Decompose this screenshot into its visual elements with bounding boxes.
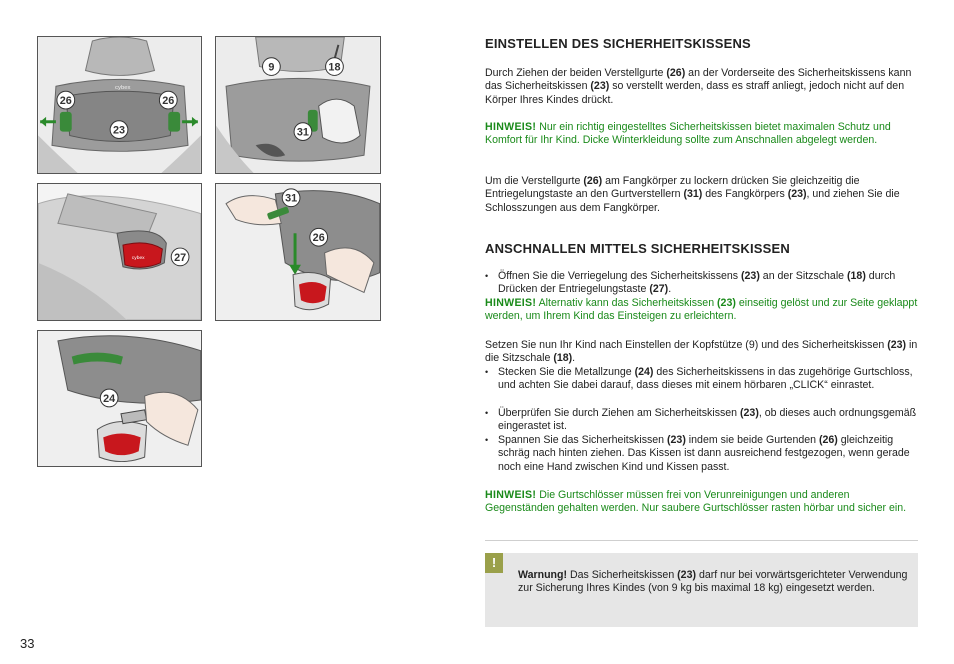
bullet-check-engaged [485, 407, 918, 434]
figure-belt-adjuster [215, 183, 381, 321]
figure-5-label-24: 24 [103, 392, 116, 405]
svg-text:cybex: cybex [115, 85, 131, 92]
bullet-tighten-shield [485, 434, 918, 474]
ref-18: (18) [847, 270, 866, 282]
ref-23: (23) [590, 80, 610, 93]
warning-text [518, 569, 910, 596]
text-run: des Sicherheitskissens in das zugehörige Gurtschloss, und achten Sie dabei darauf, dass dieses mit einem hörbaren „CLICK“ einrastet. [498, 366, 913, 392]
text-run: Überprüfen Sie durch Ziehen am Sicherheitskissen [498, 407, 741, 419]
note-text: einseitig gelöst und zur Seite geklappt werden, um Ihrem Kind das Einsteigen zu erleichtern. [485, 297, 918, 323]
text-run: an der Sitzschale [759, 270, 848, 282]
text-run: . [572, 352, 576, 365]
ref-18: (18) [553, 352, 573, 365]
text-run: Setzen Sie nun Ihr Kind nach Einstellen der Kopfstütze (9) und des Sicherheitskissen [485, 339, 888, 351]
note-fold-aside [485, 297, 918, 324]
text-run: Spannen Sie das Sicherheitskissen [498, 434, 668, 446]
figure-1-label-26-right: 26 [162, 95, 175, 108]
divider [485, 540, 918, 541]
ref-23: (23) [717, 297, 736, 309]
figure-metal-tongue [37, 330, 202, 467]
text-run: in die Sitzschale [485, 339, 918, 365]
text-run: Um die Verstellgurte [485, 175, 584, 187]
paragraph-adjust-shield [485, 67, 918, 107]
text-run: Durch Ziehen der beiden Verstellgurte [485, 67, 667, 79]
ref-23: (23) [887, 339, 907, 351]
bullet-insert-tongue [485, 366, 918, 393]
belt-adjuster-illustration [216, 184, 380, 320]
text-run: durch Drücken der Entriegelungstaste [498, 270, 896, 296]
ref-23: (23) [741, 270, 760, 282]
release-button-27-illustration [38, 184, 201, 320]
paragraph-seat-child [485, 339, 918, 366]
page-number: 33 [20, 636, 35, 651]
text-run: indem sie beide Gurtenden [685, 434, 819, 446]
impact-shield-front-illustration [38, 37, 201, 173]
text-run: . [668, 283, 672, 296]
text-run: am Fangkörper zu lockern drücken Sie gleichzeitig die Entriegelungstaste an den Gurtverstellern [485, 175, 860, 201]
ref-31: (31) [683, 188, 703, 201]
bullet-open-lock [485, 270, 918, 297]
ref-23: (23) [740, 407, 759, 419]
section-heading-anschnallen: ANSCHNALLEN MITTELS SICHERHEITSKISSEN [485, 241, 790, 256]
ref-26: (26) [666, 67, 686, 79]
figure-release-button-27 [37, 183, 202, 321]
text-run: gleichzeitig schräg nach hinten ziehen. Das Kissen ist dann ausreichend festgezogen, wenn gerade noch eine Hand zwischen Kind und Kissen passt. [498, 434, 910, 473]
text-run: , und ziehen Sie die Schlosszungen aus dem Fangkörper. [485, 188, 900, 214]
paragraph-loosen-straps [485, 175, 918, 215]
warning-exclamation-icon: ! [485, 553, 503, 573]
ref-26: (26) [583, 175, 603, 187]
text-run: , ob dieses auch ordnungsgemäß eingerastet ist. [498, 407, 917, 433]
figure-2-label-31: 31 [296, 126, 309, 139]
note-label: HINWEIS! [485, 489, 537, 501]
text-run: darf nur bei vorwärtsgerichteter Verwendung zur Sicherung Ihres Kindes (von 9 kg bis maximal 18 kg) eingesetzt werden. [518, 569, 908, 595]
note-label: HINWEIS! [485, 297, 537, 309]
note-correct-adjustment [485, 121, 918, 148]
section-heading-einstellen: EINSTELLEN DES SICHERHEITSKISSENS [485, 36, 751, 51]
metal-tongue-illustration [38, 331, 201, 466]
figure-2-label-9: 9 [268, 61, 275, 74]
text-run: Stecken Sie die Metallzunge [498, 366, 635, 378]
note-label: HINWEIS! [485, 121, 537, 133]
note-text: Nur ein richtig eingestelltes Sicherheitskissen bietet maximalen Schutz und Komfort für Ihr Kind. Dicke Winterkleidung sollte zum Anschnallen abgelegt werden. [485, 121, 891, 147]
ref-27: (27) [649, 283, 669, 296]
figure-1-label-26-left: 26 [59, 95, 72, 108]
ref-26: (26) [818, 434, 838, 446]
figure-4-label-26: 26 [312, 232, 325, 245]
text-run: Öffnen Sie die Verriegelung des Sicherheitskissens [498, 270, 742, 282]
figure-4-label-31: 31 [285, 192, 298, 205]
warning-box [485, 553, 918, 627]
note-text: Alternativ kann das Sicherheitskissen [536, 297, 718, 309]
cybex-logo: cybex [131, 255, 145, 261]
text-run: des Fangkörpers [702, 188, 788, 201]
text-run: so verstellt werden, dass es straff anliegt, jedoch nicht auf den Körper Ihres Kindes drückt. [485, 80, 905, 106]
figure-3-label-27: 27 [174, 251, 187, 264]
ref-23: (23) [677, 569, 696, 581]
figure-impact-shield-front [37, 36, 202, 174]
ref-24: (24) [634, 366, 654, 378]
ref-23: (23) [667, 434, 686, 446]
release-button-illustration [216, 37, 380, 173]
note-text: Die Gurtschlösser müssen frei von Verunreinigungen und anderen Gegenständen gehalten werden. Nur saubere Gurtschlösser rasten hörbar und sicher ein. [485, 489, 907, 515]
text-run: an der Vorderseite des Sicherheitskissens kann das Sicherheitskissen [485, 67, 912, 93]
figure-2-label-18: 18 [328, 61, 341, 74]
text-run: Das Sicherheitskissen [567, 569, 678, 581]
figure-1-label-23: 23 [112, 124, 126, 137]
figure-release-button [215, 36, 381, 174]
warning-label: Warnung! [518, 569, 568, 581]
note-clean-buckles [485, 489, 918, 516]
ref-23: (23) [787, 188, 807, 201]
